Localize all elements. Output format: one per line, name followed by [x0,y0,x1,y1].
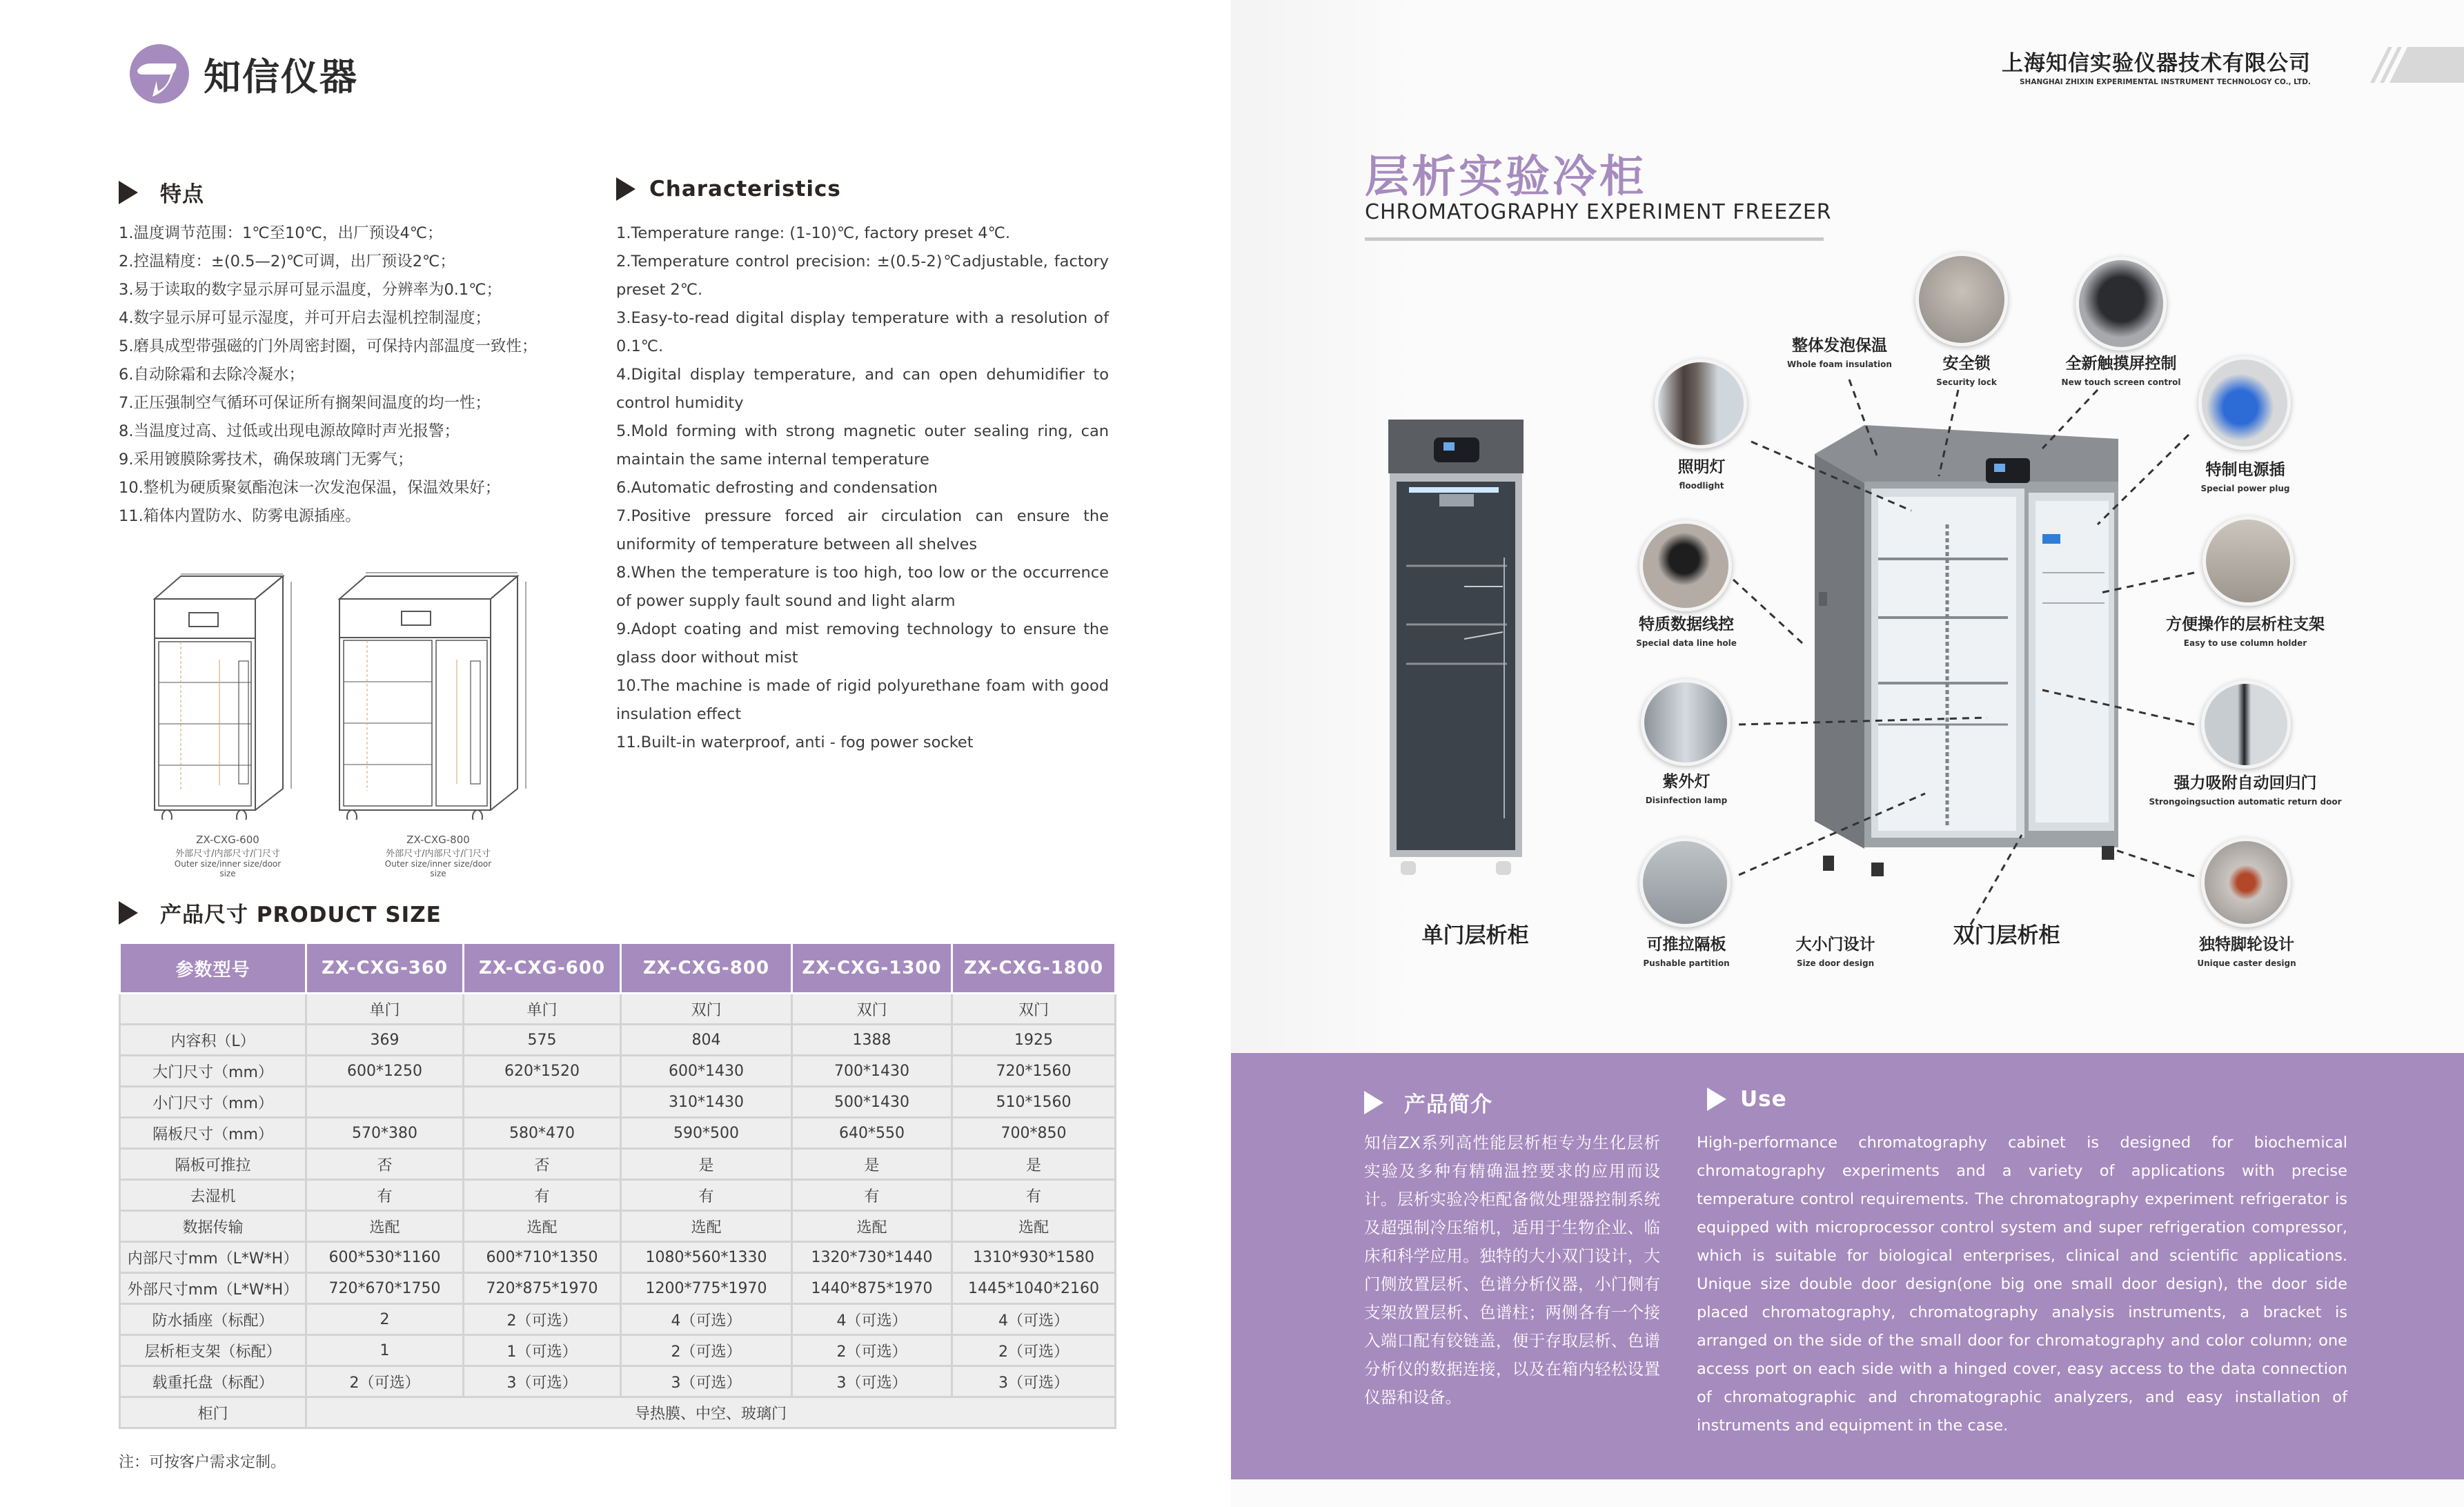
drawing-single-door [138,558,311,820]
callout-disinfection-lamp [1646,769,1727,805]
table-cell: 700*1430 [792,1056,952,1087]
title-divider [1365,237,1824,241]
callout-en: Pushable partition [1643,958,1730,968]
column-holder-photo [2202,516,2294,606]
list-item: 5.Mold forming with strong magnetic outer sealing ring, can maintain the same internal temperature [616,422,1109,469]
use-text: High-performance chromatography cabinet is designed for biochemical chromatography experiments and a variety of applications with precise temperature control requirements. The chromatography experiment refrigerator is equipped with microprocessor control system and super refrigeration compressor, which is suitable for biological enterprises, clinical and scientific applications. Unique size double door design(one big one small door design), the door side placed chromatography, chromatography analysis instruments, a bracket is arranged on the side of the small door for chromatography and color column; one access port on each side with a hinged cover, easy access to the data connection of chromatographic and chromatographic analyzers, and easy installation of instruments and equipment in the case. [1697,1134,2347,1435]
table-cell: 600*1250 [306,1056,464,1087]
table-row [120,1087,1116,1118]
callout-en: Size door design [1796,958,1875,968]
table-cell: 720*1560 [952,1056,1116,1087]
table-cell: 600*1430 [621,1056,792,1087]
list-item: 2.控温精度：±(0.5—2)℃可调，出厂预设2℃； [119,253,455,270]
callout-caster [2197,932,2296,968]
table-cell: 600*710*1350 [464,1242,621,1273]
brand-name: 知信仪器 [204,55,358,99]
list-item: 1.温度调节范围：1℃至10℃，出厂预设4℃； [119,224,443,242]
features-en-heading [616,177,841,201]
table-cell: 单门 [464,994,621,1025]
table-cell: 3（可选） [952,1366,1116,1397]
single-door-label: 单门层析柜 [1421,923,1529,948]
callout-touch-screen [2062,351,2181,387]
table-row [120,1211,1116,1242]
table-row [120,994,1116,1025]
table-cell: 1310*930*1580 [952,1242,1116,1273]
list-item: 4.数字显示屏可显示湿度，并可开启去湿机控制湿度； [119,309,491,327]
table-cell: 2（可选） [792,1335,952,1366]
table-header-row [120,943,1116,994]
callout-en: Unique caster design [2197,958,2296,968]
table-note: 注：可按客户需求定制。 [119,1454,286,1471]
use-title: Use [1740,1087,1787,1112]
row-label-cell: 隔板可推拉 [120,1149,306,1180]
table-cell: 4（可选） [792,1304,952,1335]
table-header-cell: ZX-CXG-800 [621,943,792,994]
callout-en: New touch screen control [2061,377,2181,387]
table-row-door [120,1397,1116,1428]
brand-logo [128,43,358,105]
callout-size-door [1796,932,1875,968]
list-item: 4.Digital display temperature, and can open dehumidifier to control humidity [616,366,1109,412]
product-title: 层析实验冷柜 [1365,152,1646,203]
table-row [120,1366,1116,1397]
callout-data-line-hole [1636,611,1737,648]
drawing-caption-double [376,834,500,878]
table-cell: 是 [792,1149,952,1180]
table-cell: 否 [464,1149,621,1180]
table-row [120,1025,1116,1056]
callout-zh: 强力吸附自动回归门 [2174,774,2317,792]
row-label-cell: 小门尺寸（mm） [120,1087,306,1118]
table-cell: 双门 [621,994,792,1025]
table-cell: 单门 [306,994,464,1025]
callout-en: Strongoingsuction automatic return door [2149,797,2342,807]
callout-en: Special power plug [2200,484,2290,493]
intro-heading [1364,1087,1492,1118]
features-en-list [616,219,1109,757]
single-door-cabinet-image [1388,420,1524,883]
callout-floodlight [1678,454,1726,491]
list-item: 6.自动除霜和去除冷凝水； [119,366,304,384]
callout-en: Easy to use column holder [2183,638,2307,648]
table-cell: 1080*560*1330 [621,1242,792,1273]
row-label-cell: 载重托盘（标配） [120,1366,306,1397]
callout-foam-insulation [1787,333,1892,369]
drawing-caption-single [166,834,290,878]
features-zh-title: 特点 [160,182,204,207]
triangle-bullet-icon [119,181,138,204]
caster-photo [2201,838,2291,927]
company-name-zh: 上海知信实验仪器技术有限公司 [2002,51,2311,76]
table-cell: 620*1520 [464,1056,621,1087]
table-cell: 4（可选） [952,1304,1116,1335]
table-cell: 2（可选） [621,1335,792,1366]
features-zh-list [119,219,574,531]
table-cell: 否 [306,1149,464,1180]
table-cell: 720*670*1750 [306,1273,464,1304]
company-name-en: SHANGHAI ZHIXIN EXPERIMENTAL INSTRUMENT TECHNOLOGY CO., LTD. [2019,78,2311,86]
table-cell: 有 [464,1180,621,1211]
row-label-cell: 外部尺寸mm（L*W*H） [120,1273,306,1304]
table-cell: 570*380 [306,1118,464,1149]
table-row [120,1056,1116,1087]
power-plug-photo [2198,356,2291,450]
disinfection-lamp-photo [1641,679,1731,766]
table-row [120,1242,1116,1273]
callout-zh: 全新触摸屏控制 [2065,355,2177,373]
row-label-cell: 内部尺寸mm（L*W*H） [120,1242,306,1273]
table-cell: 选配 [306,1211,464,1242]
product-size-title: 产品尺寸 PRODUCT SIZE [160,903,442,927]
callout-zh: 整体发泡保温 [1791,337,1887,355]
table-cell: 2（可选） [464,1304,621,1335]
drawing-caption-zh: 外部尺寸/内部尺寸/门尺寸 [386,849,491,859]
table-cell: 1440*875*1970 [792,1273,952,1304]
table-cell: 720*875*1970 [464,1273,621,1304]
list-item: 11.箱体内置防水、防雾电源插座。 [119,507,361,525]
table-cell: 1445*1040*2160 [952,1273,1116,1304]
table-header-cell: ZX-CXG-1300 [792,943,952,994]
table-row [120,1180,1116,1211]
list-item: 5.磨具成型带强磁的门外周密封圈，可保持内部温度一致性； [119,337,538,355]
table-row [120,1335,1116,1366]
table-cell: 590*500 [621,1118,792,1149]
table-cell: 1388 [792,1025,952,1056]
table-cell: 有 [621,1180,792,1211]
table-cell: 2（可选） [952,1335,1116,1366]
table-cell: 选配 [464,1211,621,1242]
list-item: 9.Adopt coating and mist removing technology to ensure the glass door without mist [616,620,1109,667]
callout-en: Security lock [1936,377,1997,387]
table-cell: 700*850 [952,1118,1116,1149]
table-cell: 1320*730*1440 [792,1242,952,1273]
drawing-model: ZX-CXG-600 [196,834,259,846]
triangle-bullet-icon [616,177,635,201]
table-cell: 1（可选） [464,1335,621,1366]
company-header [2002,46,2311,86]
drawing-caption-en: Outer size/inner size/door size [384,859,492,878]
drawing-caption-zh: 外部尺寸/内部尺寸/门尺寸 [175,849,280,859]
use-heading [1707,1087,1787,1112]
list-item: 7.正压强制空气循环可保证所有搁架间温度的均一性； [119,394,491,412]
list-item: 11.Built-in waterproof, anti - fog power socket [616,733,974,751]
callout-en: Special data line hole [1636,638,1737,648]
drawing-model: ZX-CXG-800 [406,834,470,846]
row-label-cell: 数据传输 [120,1211,306,1242]
table-cell: 是 [952,1149,1116,1180]
table-cell: 510*1560 [952,1087,1116,1118]
row-label-cell: 柜门 [120,1397,306,1428]
table-cell: 640*550 [792,1118,952,1149]
left-page [0,0,1231,1507]
security-lock-photo [1915,253,2008,346]
table-cell: 有 [306,1180,464,1211]
table-cell: 575 [464,1025,621,1056]
drawing-caption-en: Outer size/inner size/door size [174,859,282,878]
table-cell: 3（可选） [792,1366,952,1397]
list-item: 8.当温度过高、过低或出现电源故障时声光报警； [119,422,460,440]
table-cell: 4（可选） [621,1304,792,1335]
triangle-bullet-icon [1707,1087,1726,1111]
list-item: 6.Automatic defrosting and condensation [616,479,938,497]
table-cell: 选配 [792,1211,952,1242]
double-door-label: 双门层析柜 [1953,923,2060,948]
return-door-photo [2201,680,2291,769]
spec-table [119,942,1116,1429]
table-cell: 369 [306,1025,464,1056]
list-item: 7.Positive pressure forced air circulation can ensure the uniformity of temperature between all shelves [616,507,1109,553]
callout-zh: 可推拉隔板 [1646,936,1726,954]
table-cell: 选配 [621,1211,792,1242]
callout-en: Whole foam insulation [1787,359,1892,369]
list-item: 10.The machine is made of rigid polyurethane foam with good insulation effect [616,677,1109,723]
table-row [120,1118,1116,1149]
list-item: 2.Temperature control precision: ±(0.5-2)℃adjustable, factory preset 2℃. [616,253,1109,299]
callout-en: floodlight [1679,481,1724,491]
callout-security-lock [1936,351,1997,387]
list-item: 1.Temperature range: (1-10)℃, factory preset 4℃. [616,224,1011,242]
callout-zh: 方便操作的层析柱支架 [2166,615,2325,633]
table-row [120,1304,1116,1335]
callout-zh: 大小门设计 [1795,936,1875,954]
table-cell: 有 [792,1180,952,1211]
pushable-partition-photo [1639,838,1731,927]
table-cell [306,1087,464,1118]
callout-column-holder [2166,611,2325,648]
touch-screen-photo [2076,257,2167,351]
floodlight-photo [1655,359,1747,449]
table-cell: 310*1430 [621,1087,792,1118]
row-label-cell: 大门尺寸（mm） [120,1056,306,1087]
table-row [120,1149,1116,1180]
list-item: 10.整机为硬质聚氨酯泡沫一次发泡保温，保温效果好； [119,479,501,497]
list-item: 9.采用镀膜除雾技术，确保玻璃门无雾气； [119,451,413,469]
table-cell: 双门 [792,994,952,1025]
callout-en: Disinfection lamp [1645,796,1728,805]
callout-zh: 特质数据线控 [1639,615,1734,633]
list-item: 3.易于读取的数字显示屏可显示温度，分辨率为0.1℃； [119,281,502,299]
table-header-cell: ZX-CXG-360 [306,943,464,994]
list-item: 8.When the temperature is too high, too low or the occurrence of power supply fault sound and light alarm [616,564,1109,610]
product-subtitle: CHROMATOGRAPHY EXPERIMENT FREEZER [1365,200,1832,224]
drawing-double-door [324,558,552,820]
callout-zh: 安全锁 [1942,355,1991,373]
product-size-heading [119,897,442,928]
callout-zh: 特制电源插 [2205,461,2285,479]
features-zh-heading [119,177,204,208]
callout-zh: 独特脚轮设计 [2198,936,2294,954]
double-door-cabinet-image [1794,421,2139,876]
table-cell: 1200*775*1970 [621,1273,792,1304]
table-header-cell: 参数型号 [120,943,306,994]
table-cell: 2（可选） [306,1366,464,1397]
table-cell: 2 [306,1304,464,1335]
callout-pushable-partition [1643,932,1729,968]
table-cell: 500*1430 [792,1087,952,1118]
table-cell: 3（可选） [621,1366,792,1397]
data-line-hole-photo [1639,520,1732,611]
table-cell: 1 [306,1335,464,1366]
features-en-title: Characteristics [649,177,841,201]
table-cell: 是 [621,1149,792,1180]
triangle-bullet-icon [1364,1091,1383,1114]
callout-zh: 紫外灯 [1662,773,1711,791]
row-label-cell: 隔板尺寸（mm） [120,1118,306,1149]
intro-text: 知信ZX系列高性能层析柜专为生化层析实验及多种有精确温控要求的应用而设计。层析实验冷柜配备微处理器控制系统及超强制冷压缩机，适用于生物企业、临床和科学应用。独特的大小双门设计，大门侧放置层析、色谱分析仪器，小门侧有支架放置层析、色谱柱；两侧各有一个接入端口配有铰链盖，便于存取层析、色谱分析仪的数据连接，以及在箱内轻松设置仪器和设备。 [1364,1133,1660,1407]
table-cell [464,1087,621,1118]
table-cell: 选配 [952,1211,1116,1242]
intro-title: 产品简介 [1404,1092,1492,1117]
table-cell: 580*470 [464,1118,621,1149]
table-header-cell: ZX-CXG-600 [464,943,621,994]
row-label-cell: 层析柜支架（标配） [120,1335,306,1366]
table-cell: 双门 [952,994,1116,1025]
callout-zh: 照明灯 [1677,458,1726,476]
table-cell: 804 [621,1025,792,1056]
decorative-stripes-icon [2360,47,2464,83]
table-cell: 导热膜、中空、玻璃门 [306,1397,1116,1428]
table-cell: 有 [952,1180,1116,1211]
logo-icon [128,43,190,105]
table-header-cell: ZX-CXG-1800 [952,943,1116,994]
callout-power-plug [2201,457,2290,493]
row-label-cell [120,994,306,1025]
table-cell: 1925 [952,1025,1116,1056]
row-label-cell: 防水插座（标配） [120,1304,306,1335]
callout-return-door [2149,770,2341,807]
table-row [120,1273,1116,1304]
row-label-cell: 内容积（L） [120,1025,306,1056]
table-cell: 600*530*1160 [306,1242,464,1273]
row-label-cell: 去湿机 [120,1180,306,1211]
table-cell: 3（可选） [464,1366,621,1397]
triangle-bullet-icon [119,901,138,925]
list-item: 3.Easy-to-read digital display temperature with a resolution of 0.1℃. [616,309,1109,355]
